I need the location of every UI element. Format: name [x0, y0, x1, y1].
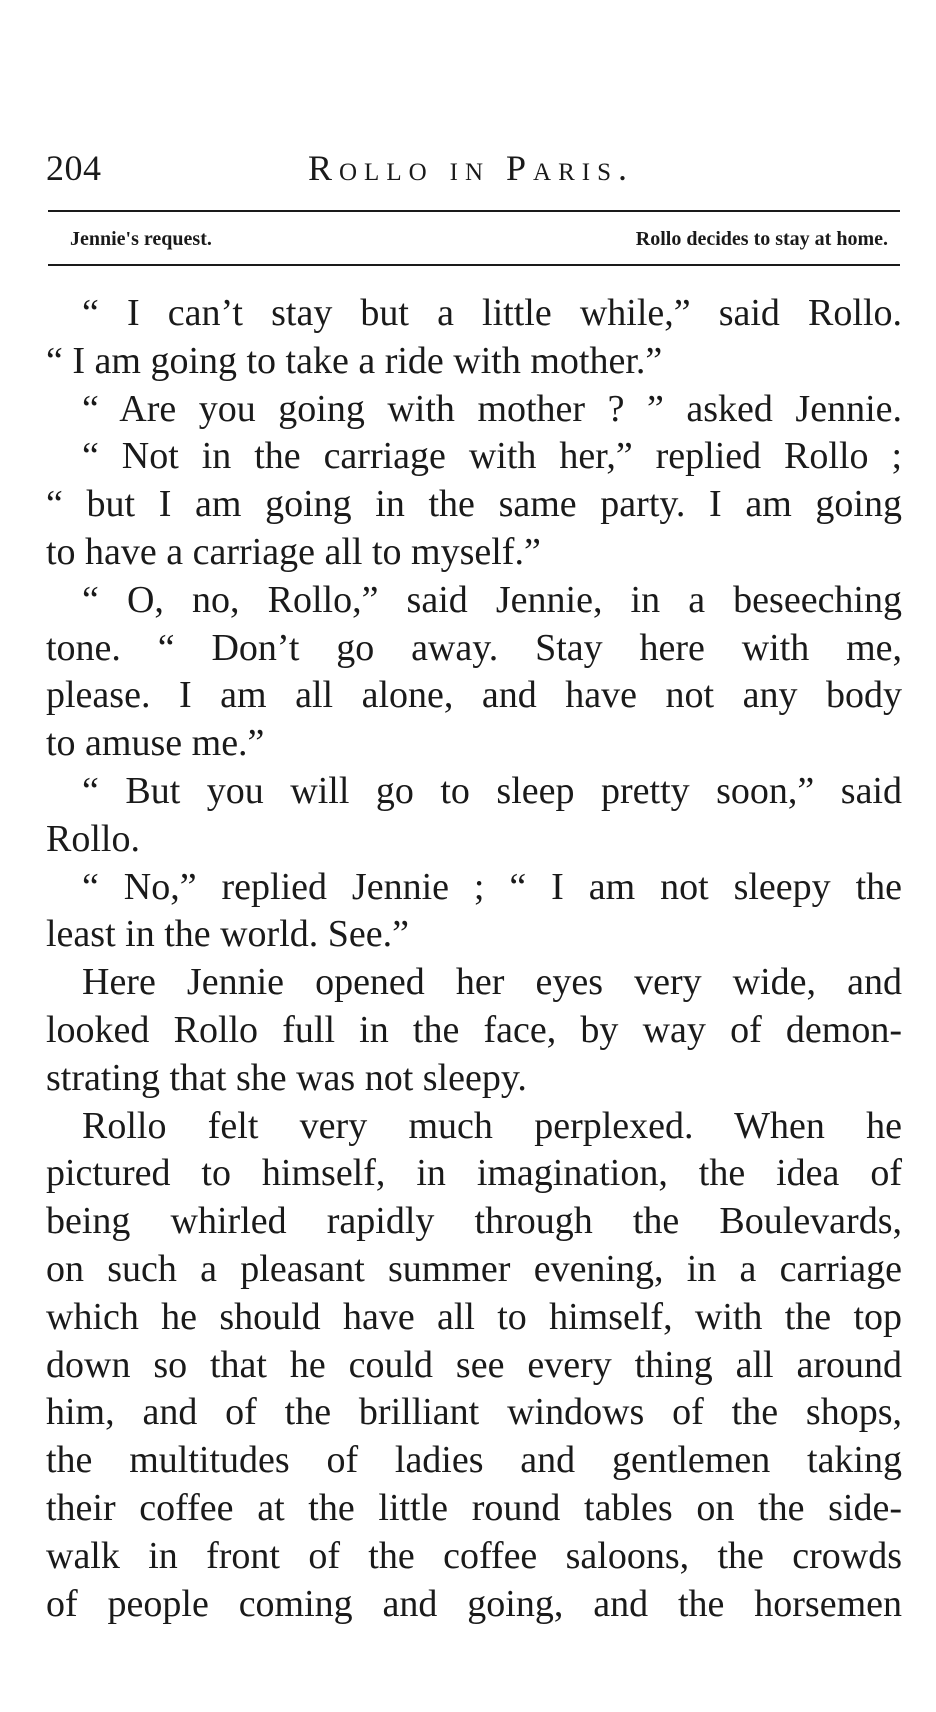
text-line: to have a carriage all to myself.” — [46, 530, 541, 573]
text-line: of people coming and going, and the horsemen — [46, 1582, 902, 1625]
text-line: “ Are you going with mother ? ” asked Jennie. — [82, 387, 902, 430]
text-line: “ O, no, Rollo,” said Jennie, in a beseeching — [82, 578, 902, 621]
text-line: least in the world. See.” — [46, 913, 410, 956]
text-line: looked Rollo full in the face, by way of demon- — [46, 1008, 902, 1051]
text-line: “ No,” replied Jennie ; “ I am not sleepy the — [82, 865, 902, 908]
running-head — [46, 148, 902, 192]
text-line: strating that she was not sleepy. — [46, 1056, 527, 1099]
text-line: him, and of the brilliant windows of the shops, — [46, 1391, 902, 1434]
catchword-right: Rollo decides to stay at home. — [635, 228, 888, 250]
page-number: 204 — [46, 148, 102, 188]
catchwords — [70, 224, 888, 254]
text-line: “ But you will go to sleep pretty soon,” said — [82, 769, 902, 812]
text-line: which he should have all to himself, with the top — [46, 1295, 902, 1338]
catchword-left: Jennie's request. — [70, 228, 212, 250]
text-line: “ but I am going in the same party. I am going — [46, 483, 902, 526]
header-rule-bottom — [48, 264, 900, 266]
text-line: on such a pleasant summer evening, in a carriage — [46, 1247, 902, 1290]
text-line: “ Not in the carriage with her,” replied Rollo ; — [82, 435, 902, 478]
header-rule-top — [48, 210, 900, 212]
text-line: please. I am all alone, and have not any body — [46, 674, 902, 717]
text-line: “ I can’t stay but a little while,” said Rollo. — [82, 292, 902, 334]
text-line: their coffee at the little round tables on the side- — [46, 1486, 902, 1529]
text-line: “ I am going to take a ride with mother.” — [46, 339, 663, 382]
text-line: down so that he could see every thing all around — [46, 1343, 902, 1386]
book-title: Rollo in Paris. — [307, 148, 635, 188]
text-line: Here Jennie opened her eyes very wide, and — [82, 961, 902, 1004]
text-line: the multitudes of ladies and gentlemen taking — [46, 1439, 902, 1482]
text-line: to amuse me.” — [46, 722, 265, 765]
text-line: being whirled rapidly through the Boulevards, — [46, 1200, 902, 1243]
text-line: walk in front of the coffee saloons, the crowds — [46, 1534, 902, 1577]
text-line: Rollo felt very much perplexed. When he — [82, 1104, 902, 1147]
text-line: Rollo. — [46, 817, 140, 860]
text-line: tone. “ Don’t go away. Stay here with me, — [46, 626, 902, 669]
text-line: pictured to himself, in imagination, the idea of — [46, 1152, 902, 1195]
body-text — [46, 290, 902, 1628]
